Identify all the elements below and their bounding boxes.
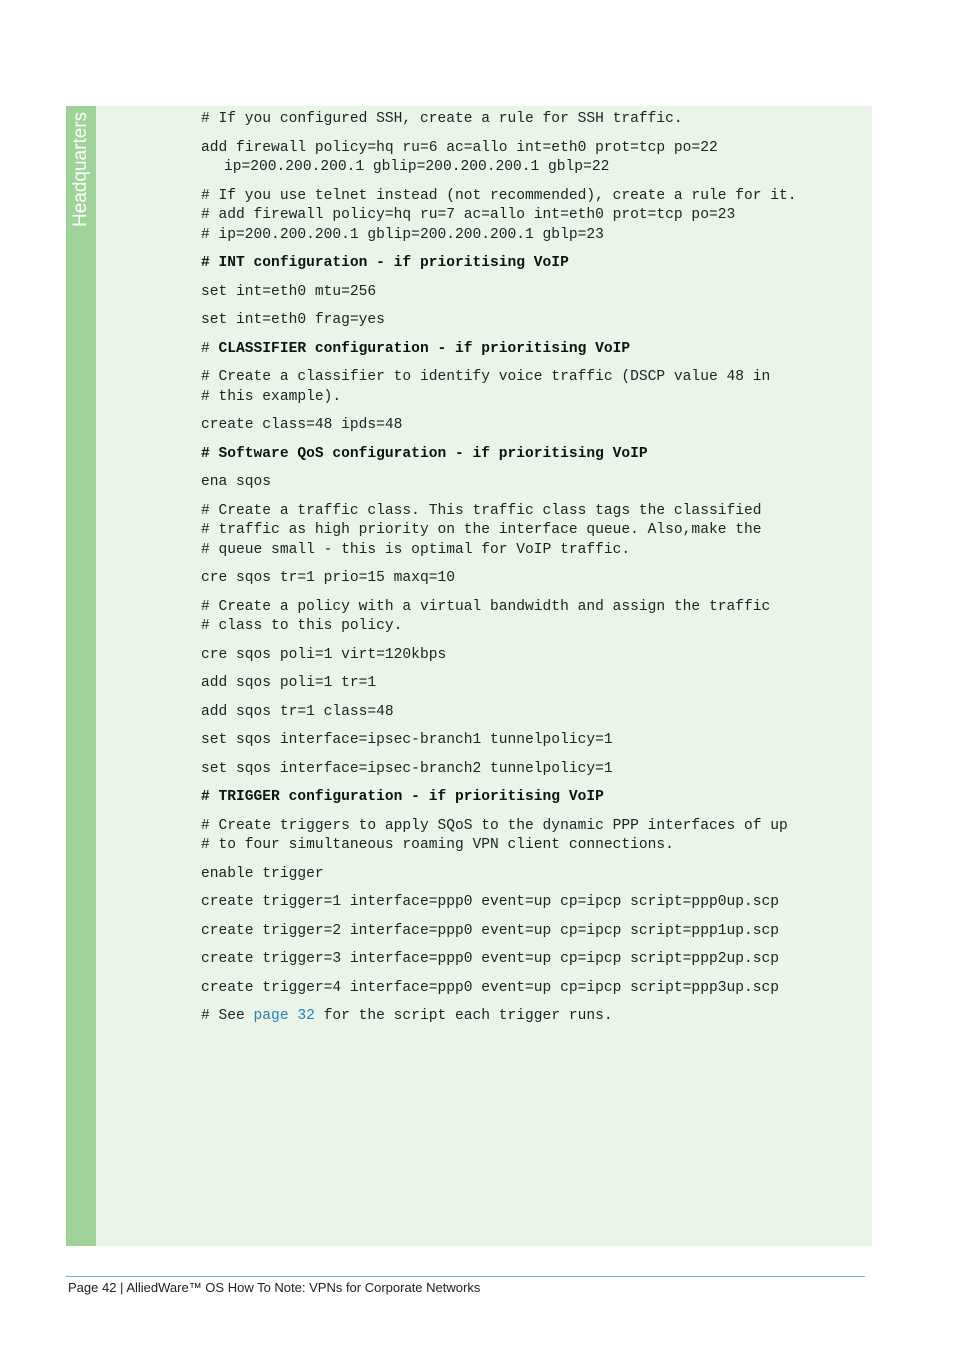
code-line-text: add sqos poli=1 tr=1: [201, 675, 377, 691]
code-line-text: # Create a traffic class. This traffic class tags the classified: [201, 502, 762, 519]
code-line-text: # add firewall policy=hq ru=7 ac=allo int=eth0 prot=tcp po=23: [201, 207, 736, 223]
code-line-text: CLASSIFIER configuration - if prioritising VoIP: [218, 340, 631, 357]
code-panel: [66, 106, 872, 1246]
code-block: [201, 254, 866, 274]
footer-rule: [66, 1276, 865, 1277]
code-block-see: [201, 1007, 866, 1027]
code-line: [201, 569, 866, 589]
code-line: [201, 788, 866, 808]
code-block: [201, 502, 866, 561]
code-line: [201, 473, 866, 493]
see-prefix: # See: [201, 1008, 254, 1024]
code-line: [201, 617, 866, 637]
code-block: [201, 817, 866, 856]
code-line-text: create trigger=2 interface=ppp0 event=up cp=ipcp script=ppp1up.scp: [201, 922, 780, 939]
code-line: [201, 950, 866, 970]
code-line-text: cre sqos poli=1 virt=120kbps: [201, 646, 447, 663]
code-line-text: # If you use telnet instead (not recommended), create a rule for it.: [201, 187, 797, 204]
code-line-text: # If you configured SSH, create a rule for SSH traffic.: [201, 111, 683, 127]
code-line: [201, 226, 866, 246]
code-block: [201, 922, 866, 942]
code-line: [201, 368, 866, 388]
code-line-text: # TRIGGER configuration - if prioritising VoIP: [201, 789, 604, 805]
code-block: [201, 283, 866, 303]
code-line: [201, 836, 866, 856]
code-line: [201, 703, 866, 723]
page-footer: Page 42 | AlliedWare™ OS How To Note: VPNs for Corporate Networks: [68, 1280, 481, 1295]
code-line-text: set int=eth0 frag=yes: [201, 312, 385, 328]
sidebar-label: Headquarters: [70, 112, 91, 228]
code-line-text: set sqos interface=ipsec-branch1 tunnelpolicy=1: [201, 732, 613, 748]
code-line: [201, 760, 866, 780]
code-block: [201, 368, 866, 407]
code-line: [201, 731, 866, 751]
code-line: [201, 541, 866, 561]
code-block: [201, 187, 866, 246]
code-line-text: create trigger=4 interface=ppp0 event=up cp=ipcp script=ppp3up.scp: [201, 979, 780, 996]
code-line-text: # queue small - this is optimal for VoIP traffic.: [201, 541, 631, 558]
sidebar: [66, 106, 96, 1246]
code-line: [201, 598, 866, 618]
code-line-text: set int=eth0 mtu=256: [201, 283, 377, 300]
code-block: [201, 311, 866, 331]
code-line: [201, 416, 866, 436]
see-suffix: for the script each trigger runs.: [314, 1008, 613, 1024]
code-line-text: # Create a policy with a virtual bandwidth and assign the traffic: [201, 598, 771, 615]
code-line: [201, 311, 866, 331]
code-line-text: # to four simultaneous roaming VPN client connections.: [201, 837, 674, 853]
code-line: [201, 139, 866, 159]
code-line: [201, 893, 866, 913]
code-line-text: create class=48 ipds=48: [201, 417, 403, 433]
code-line: [201, 206, 866, 226]
code-line: [201, 445, 866, 465]
code-block: [201, 893, 866, 913]
code-line: [201, 674, 866, 694]
code-line-text: # Create a classifier to identify voice traffic (DSCP value 48 in: [201, 369, 771, 385]
code-block: [201, 950, 866, 970]
code-line: [201, 283, 866, 303]
code-block: [201, 674, 866, 694]
page-link[interactable]: page 32: [253, 1008, 315, 1024]
code-line-text: enable trigger: [201, 865, 324, 882]
code-block: [201, 445, 866, 465]
code-blocks: [201, 110, 866, 998]
code-line-text: cre sqos tr=1 prio=15 maxq=10: [201, 570, 455, 586]
code-block: [201, 760, 866, 780]
code-line-text: ena sqos: [201, 474, 272, 490]
code-block: [201, 646, 866, 666]
code-line: [201, 521, 866, 541]
code-block: [201, 569, 866, 589]
code-block: [201, 865, 866, 885]
code-line-text: # class to this policy.: [201, 618, 403, 634]
code-line-prefix: #: [201, 340, 219, 357]
code-listing: [201, 110, 866, 1036]
code-line-text: # this example).: [201, 388, 342, 405]
code-line-text: # ip=200.200.200.1 gblip=200.200.200.1 gblp=23: [201, 226, 604, 243]
code-block: [201, 110, 866, 130]
code-block: [201, 139, 866, 178]
code-line-see: [201, 1007, 866, 1027]
code-line-text: # Software QoS configuration - if prioritising VoIP: [201, 445, 648, 462]
code-line: [201, 817, 866, 837]
code-line: [201, 646, 866, 666]
code-line: [201, 922, 866, 942]
code-line-text: create trigger=3 interface=ppp0 event=up cp=ipcp script=ppp2up.scp: [201, 951, 780, 967]
code-line-text: create trigger=1 interface=ppp0 event=up cp=ipcp script=ppp0up.scp: [201, 894, 780, 910]
code-line-text: add sqos tr=1 class=48: [201, 703, 394, 720]
code-block: [201, 416, 866, 436]
code-block: [201, 703, 866, 723]
code-line-text: # traffic as high priority on the interface queue. Also,make the: [201, 522, 762, 538]
code-line: [201, 254, 866, 274]
code-block: [201, 788, 866, 808]
code-line: [201, 158, 866, 178]
code-line: [201, 187, 866, 207]
code-line-text: set sqos interface=ipsec-branch2 tunnelpolicy=1: [201, 760, 613, 777]
code-line: [201, 502, 866, 522]
code-block: [201, 598, 866, 637]
code-line-text: # INT configuration - if prioritising VoIP: [201, 255, 569, 271]
code-block: [201, 731, 866, 751]
code-line: [201, 979, 866, 999]
code-line: [201, 865, 866, 885]
code-line-text: add firewall policy=hq ru=6 ac=allo int=eth0 prot=tcp po=22: [201, 139, 718, 156]
code-line: [201, 340, 866, 360]
code-block: [201, 340, 866, 360]
code-line-text: # Create triggers to apply SQoS to the dynamic PPP interfaces of up: [201, 817, 788, 834]
code-line-text: ip=200.200.200.1 gblip=200.200.200.1 gblp=22: [224, 159, 610, 175]
code-block: [201, 473, 866, 493]
code-line: [201, 388, 866, 408]
code-block: [201, 979, 866, 999]
code-line: [201, 110, 866, 130]
